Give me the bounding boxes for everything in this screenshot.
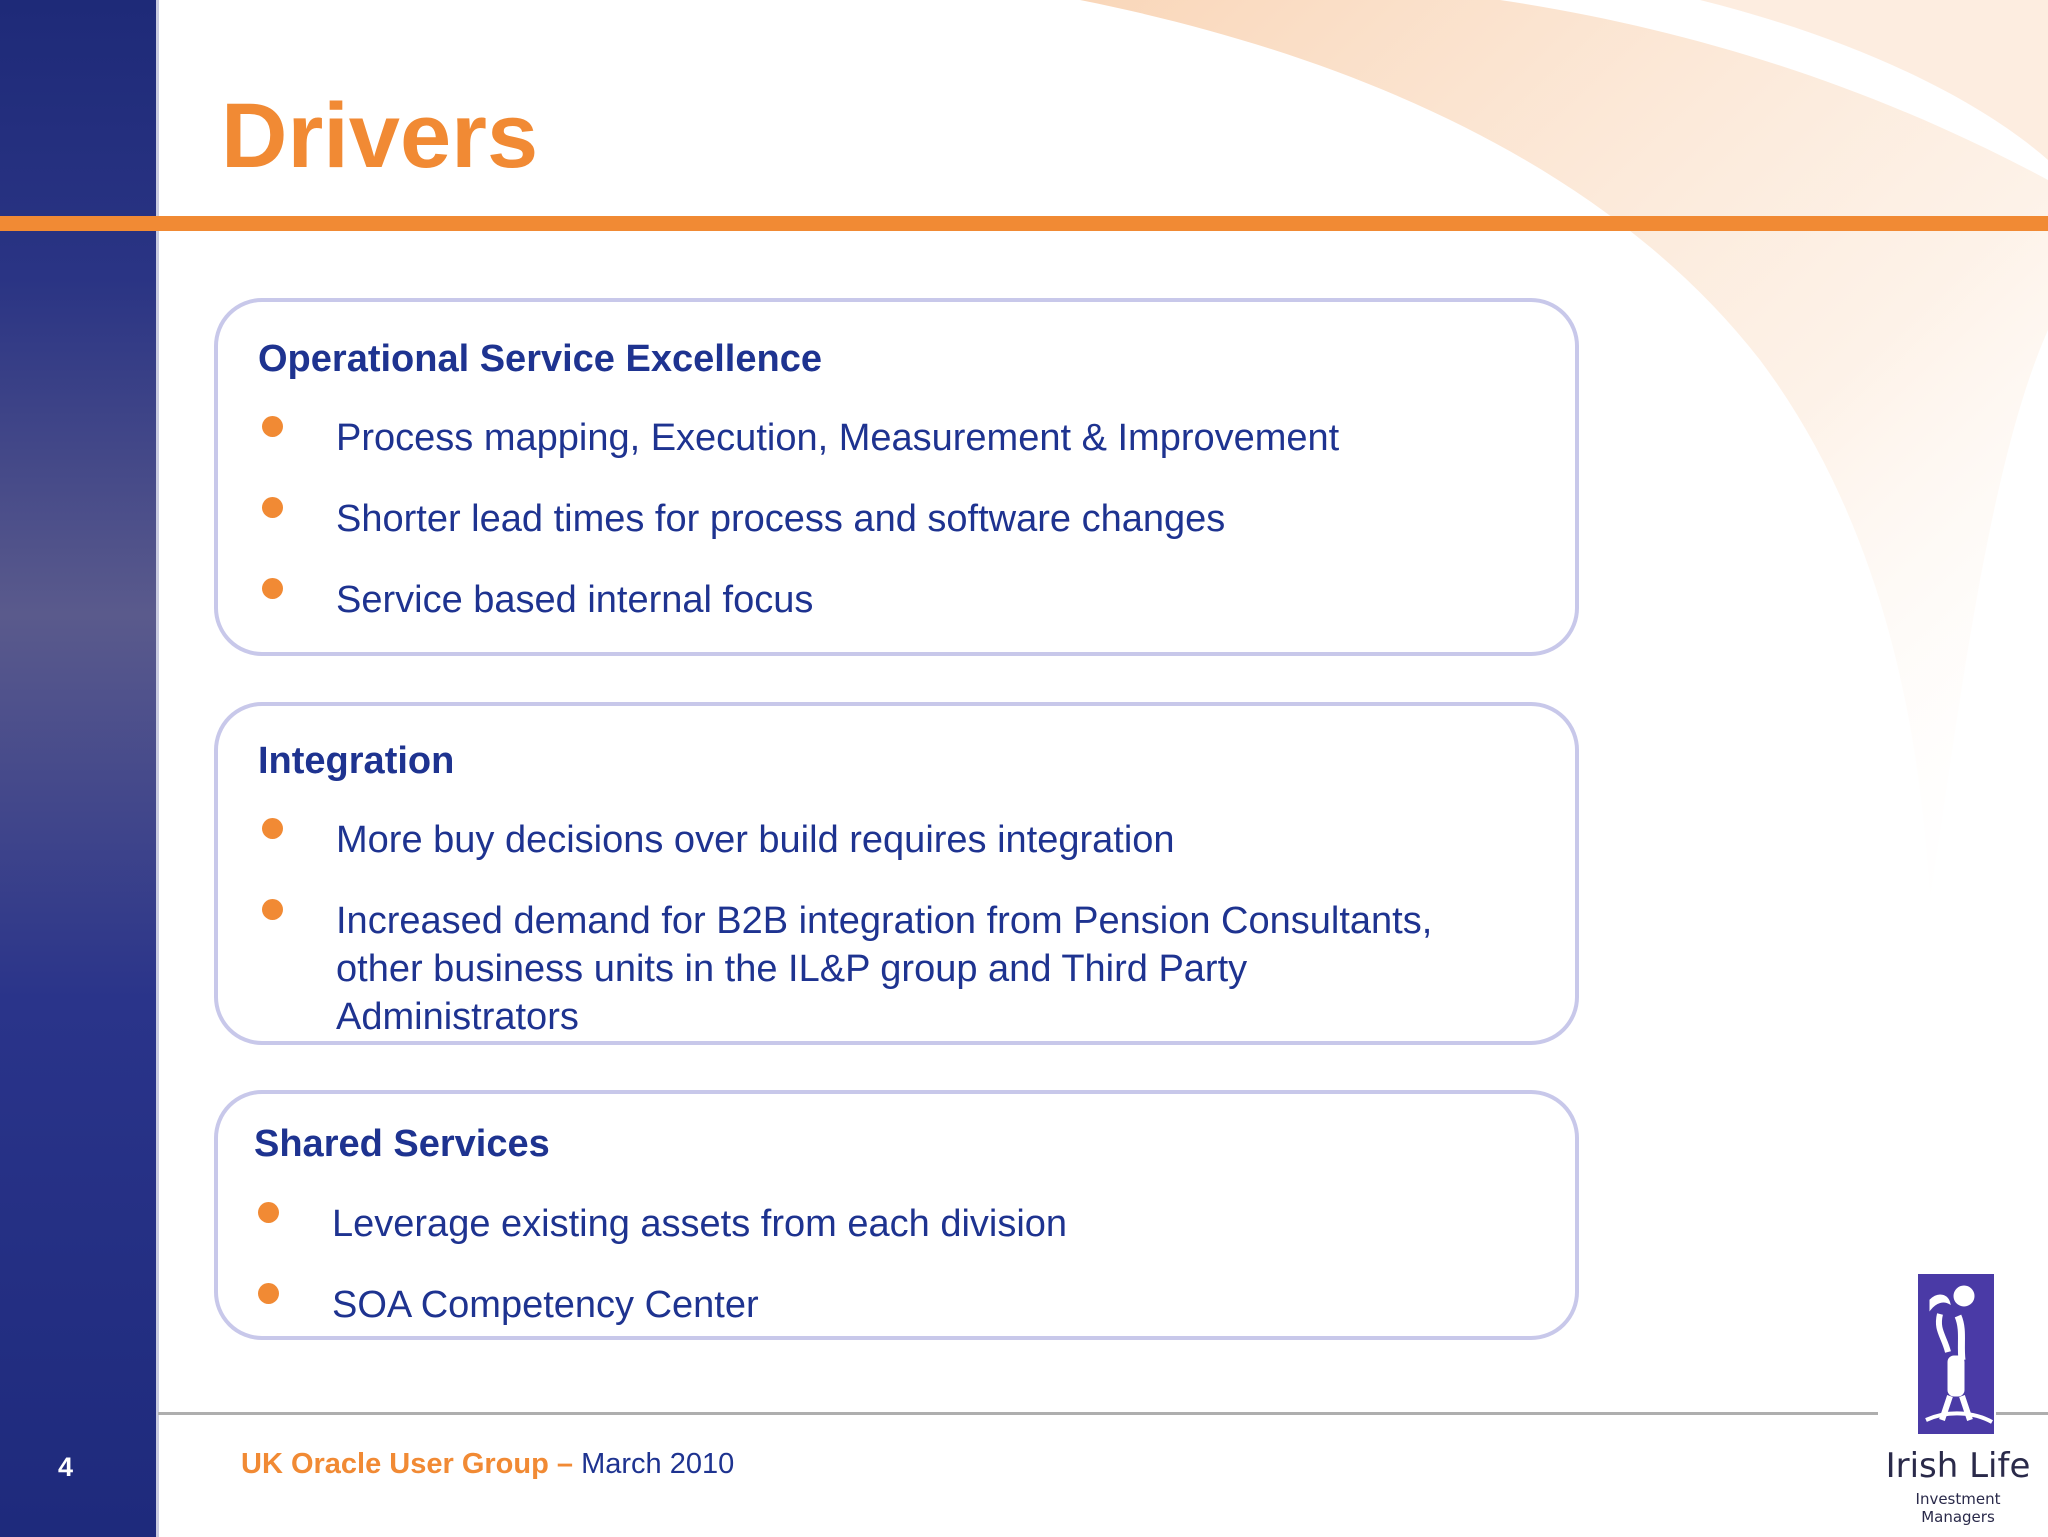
- panel-heading: Integration: [258, 740, 455, 782]
- bullet-icon: [262, 497, 283, 518]
- bullet-icon: [262, 416, 283, 437]
- list-item-text: SOA Competency Center: [332, 1284, 759, 1326]
- footer: [241, 1448, 734, 1481]
- list-item-text: Increased demand for B2B integration from Pension Consultants, other business units in the IL&P group and Third Party Administrators: [336, 900, 1433, 1038]
- logo-subtitle: Investment Managers: [1915, 1490, 2001, 1526]
- footer-organization: UK Oracle User Group –: [241, 1448, 573, 1480]
- bullet-icon: [258, 1202, 279, 1223]
- bullet-icon: [262, 578, 283, 599]
- list-item-text: Leverage existing assets from each division: [332, 1203, 1068, 1245]
- slide-title: Drivers: [221, 85, 539, 187]
- irish-life-logo: [1878, 1270, 2038, 1526]
- footer-date: March 2010: [581, 1448, 735, 1480]
- panel-shared-services: [214, 1090, 1579, 1340]
- list-item-text: Service based internal focus: [336, 579, 814, 621]
- bullet-icon: [258, 1283, 279, 1304]
- list-item-text: Process mapping, Execution, Measurement & Improvement: [336, 417, 1340, 459]
- panel-operational-service-excellence: [214, 298, 1579, 656]
- panel-heading: Shared Services: [254, 1123, 550, 1165]
- panel-heading: Operational Service Excellence: [258, 338, 822, 380]
- logo-emblem-icon: [1878, 1270, 2038, 1445]
- page-number: 4: [58, 1452, 74, 1482]
- bullet-icon: [262, 899, 283, 920]
- logo-name: Irish Life: [1885, 1446, 2031, 1486]
- footer-divider: [158, 1412, 1878, 1415]
- panel-integration: [214, 702, 1579, 1045]
- title-underline: [0, 216, 2048, 231]
- list-item-text: More buy decisions over build requires integration: [336, 819, 1175, 861]
- bullet-icon: [262, 818, 283, 839]
- list-item-text: Shorter lead times for process and software changes: [336, 498, 1226, 540]
